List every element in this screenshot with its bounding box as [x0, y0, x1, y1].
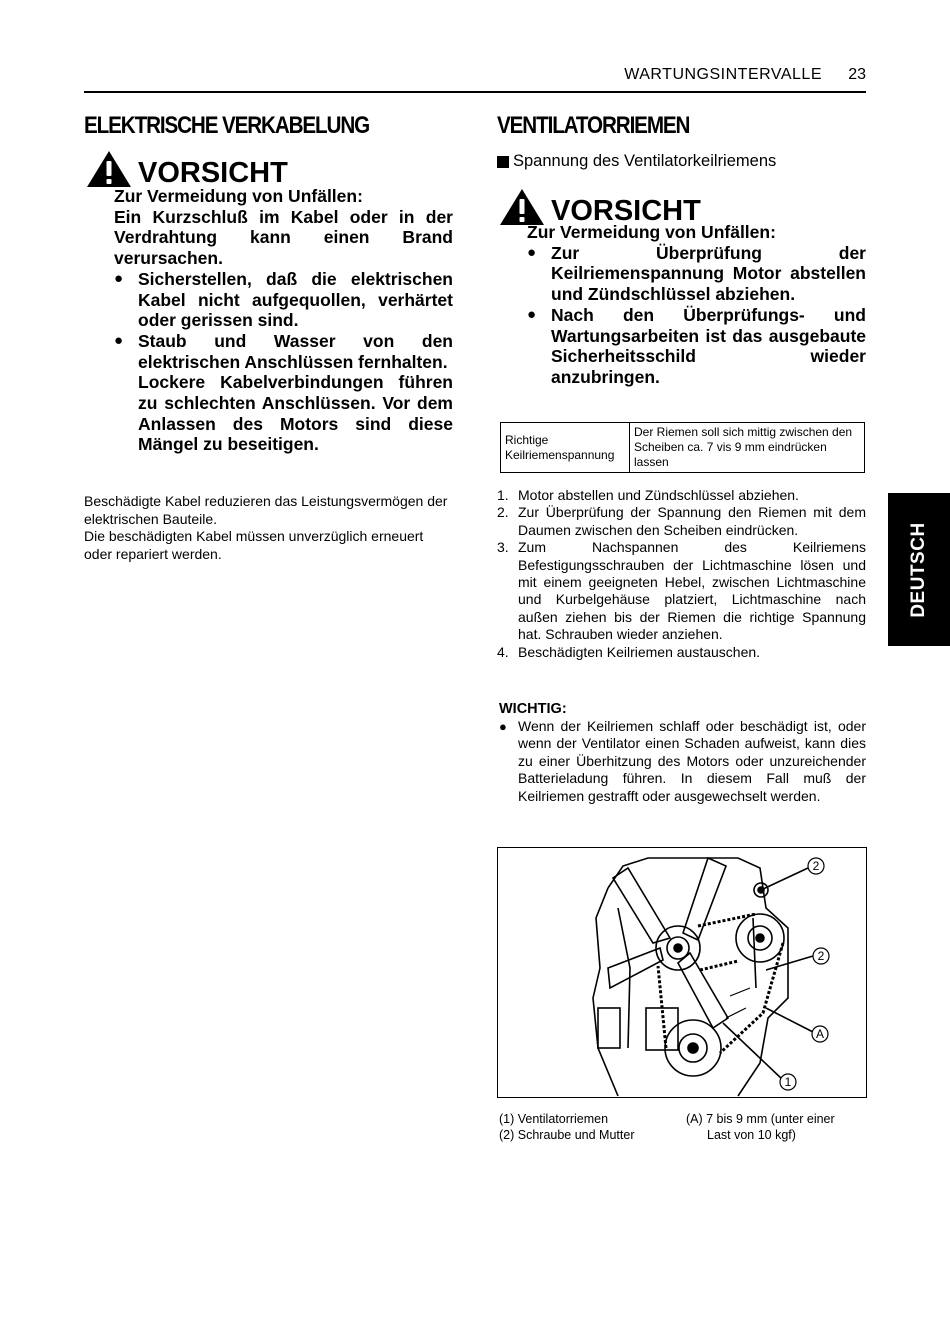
- caution-bullet-extra: Lockere Kabelverbindungen führen zu schlechten Anschlüssen. Vor dem Anlassen des Motors sind diese Mängel zu beseitigen.: [138, 372, 453, 455]
- warning-triangle-icon: [86, 150, 132, 188]
- list-item: 2. Zur Überprüfung der Spannung den Riemen mit dem Daumen zwischen den Scheiben eindrücken.: [497, 504, 866, 538]
- callout-label: 1: [784, 1075, 792, 1089]
- caution-box-fan-belt: [527, 222, 866, 388]
- table-cell-value: Der Riemen soll sich mittig zwischen den Scheiben ca. 7 vis 9 mm eindrücken lassen: [630, 423, 865, 473]
- list-item: [499, 718, 866, 805]
- caution-bullet: [114, 269, 453, 331]
- warning-word: VORSICHT: [138, 157, 288, 189]
- page-number: 23: [848, 66, 866, 83]
- bullet-dot-icon: ●: [527, 243, 537, 261]
- subsection-title: Spannung des Ventilatorkeilriemens: [513, 152, 777, 170]
- section-title-fan-belt: VENTILATORRIEMEN: [497, 112, 690, 139]
- running-header-title: WARTUNGSINTERVALLE: [624, 66, 822, 83]
- caution-bullet: [527, 305, 866, 388]
- important-text: Wenn der Keilriemen schlaff oder beschädigt ist, oder wenn der Ventilator einen Schaden aufweist, kann dies zu einer Überhitzung des Motors oder unzureichender Batterieladung führen. In diesem Fall muß der Keilriemen gestrafft oder ausgewechselt werden.: [518, 718, 866, 804]
- body-paragraph: Beschädigte Kabel reduzieren das Leistungsvermögen der elektrischen Bauteile.: [84, 493, 448, 527]
- engine-fan-belt-figure: [497, 847, 867, 1098]
- step-text: Zur Überprüfung der Spannung den Riemen mit dem Daumen zwischen den Scheiben eindrücken.: [518, 504, 866, 538]
- square-bullet-icon: [497, 156, 509, 168]
- language-tab: [888, 493, 950, 646]
- figure-caption-right: [686, 1111, 835, 1143]
- step-text: Zum Nachspannen des Keilriemens Befestigungsschrauben der Lichtmaschine lösen und mit einem geeigneten Hebel, zwischen Lichtmaschine und Kurbelgehäuse platziert, Lichtmaschine nach außen ziehen bis der Riemen die richtige Spannung hat. Schrauben wieder anziehen.: [518, 539, 866, 643]
- engine-illustration: [498, 848, 866, 1097]
- caution-bullet-text: Nach den Überprüfungs- und Wartungsarbeiten ist das ausgebaute Sicherheitsschild wieder anzubringen.: [551, 304, 866, 387]
- caution-bullet: [527, 243, 866, 305]
- caution-intro: Zur Vermeidung von Unfällen:: [114, 186, 363, 206]
- list-item: 4. Beschädigten Keilriemen austauschen.: [497, 644, 866, 661]
- callout-label: 2: [817, 949, 825, 963]
- important-note: [499, 718, 866, 805]
- callout-label: A: [815, 1027, 825, 1041]
- section-title-electrical-wiring: ELEKTRISCHE VERKABELUNG: [84, 112, 370, 139]
- body-paragraph: Die beschädigten Kabel müssen unverzüglich erneuert oder repariert werden.: [84, 528, 424, 562]
- caution-bullet-main: Staub und Wasser von den elektrischen Anschlüssen fernhalten.: [138, 330, 453, 372]
- warning-header: [86, 150, 288, 188]
- caution-text: Ein Kurzschluß im Kabel oder in der Verdrahtung kann einen Brand verursachen.: [114, 206, 453, 269]
- caption-line: (A) 7 bis 9 mm (unter einer: [686, 1112, 835, 1126]
- table-cell-label: Richtige Keilriemenspannung: [501, 423, 630, 473]
- header-rule: [84, 91, 866, 93]
- warning-triangle-icon: [499, 188, 545, 226]
- important-label: WICHTIG:: [499, 701, 567, 717]
- figure-caption-left: [499, 1111, 635, 1143]
- callout-label: 2: [812, 859, 820, 873]
- warning-word: VORSICHT: [551, 195, 701, 227]
- caption-line: (2) Schraube und Mutter: [499, 1128, 635, 1142]
- bullet-dot-icon: ●: [114, 269, 124, 287]
- caution-bullet-text: Zur Überprüfung der Keilriemenspannung Motor abstellen und Zündschlüssel abziehen.: [551, 242, 866, 305]
- bullet-dot-icon: ●: [527, 305, 537, 323]
- belt-tension-table: [500, 422, 865, 473]
- list-item: 1. Motor abstellen und Zündschlüssel abziehen.: [497, 487, 866, 504]
- subsection-heading: [497, 152, 776, 171]
- table-row: [501, 423, 865, 473]
- caption-line: (1) Ventilatorriemen: [499, 1112, 609, 1126]
- caution-box-electrical: [114, 186, 453, 455]
- bullet-dot-icon: ●: [114, 331, 124, 349]
- electrical-body-text: [84, 493, 454, 563]
- caption-line: Last von 10 kgf): [707, 1128, 796, 1142]
- warning-header: [499, 188, 701, 226]
- language-tab-label: DEUTSCH: [908, 521, 929, 618]
- caution-bullet-text: [138, 331, 453, 455]
- caution-bullet: [114, 331, 453, 455]
- procedure-steps: [497, 487, 866, 661]
- list-item: 3. Zum Nachspannen des Keilriemens Befestigungsschrauben der Lichtmaschine lösen und mit einem geeigneten Hebel, zwischen Lichtmaschine und Kurbelgehäuse platziert, Lichtmaschine nach außen ziehen bis der Riemen die richtige Spannung hat. Schrauben wieder anziehen.: [497, 539, 866, 643]
- caution-bullet-text: Sicherstellen, daß die elektrischen Kabel nicht aufgequollen, verhärtet oder gerissen sind.: [138, 268, 453, 331]
- step-text: Motor abstellen und Zündschlüssel abziehen.: [518, 487, 799, 503]
- caution-intro: Zur Vermeidung von Unfällen:: [527, 222, 776, 242]
- bullet-dot-icon: ●: [499, 719, 507, 734]
- step-text: Beschädigten Keilriemen austauschen.: [518, 643, 761, 660]
